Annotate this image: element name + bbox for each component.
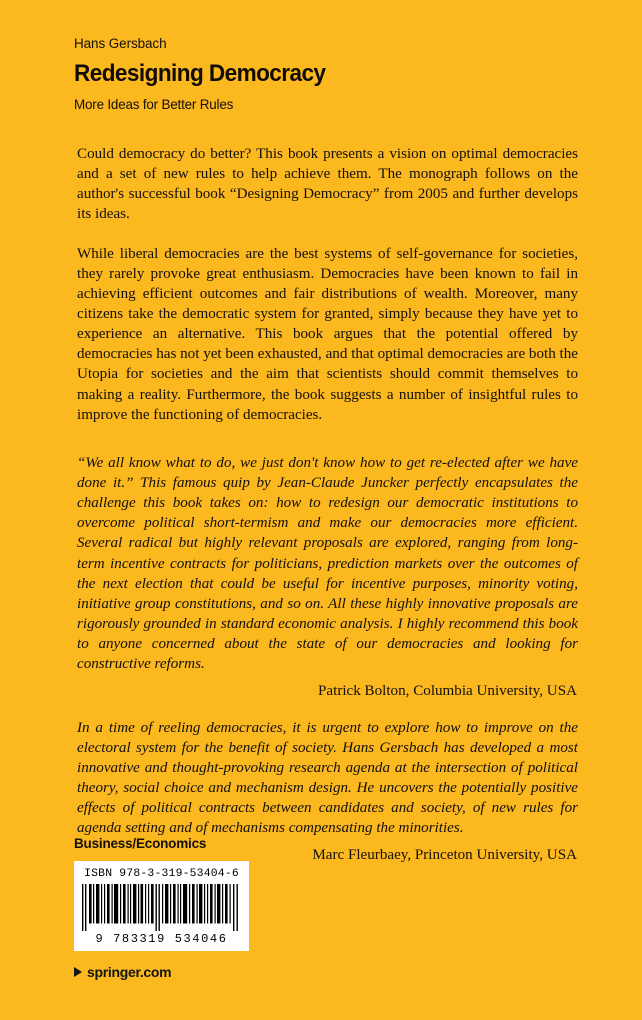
- triangle-right-icon: [74, 967, 82, 977]
- isbn-number: ISBN 978-3-319-53404-6: [84, 868, 239, 880]
- publisher-url: springer.com: [87, 964, 172, 980]
- blurb-paragraph-2: While liberal democracies are the best systems of self-governance for societies, they rarely provoke great enthusiasm. Democracies have been known to fail in achieving efficient outcomes and fair distributions of wealth. Moreover, many citizens take the democratic system for granted, simply because they have yet to experience an alternative. This book argues that the potential offered by democracies has not yet been exhausted, and that optimal democracies are both the Utopia for societies and the aim that scientists should commit themselves to making a reality. Furthermore, the book suggests a number of insightful rules to improve the functioning of democracies.: [77, 245, 578, 423]
- cover-header: [74, 36, 579, 113]
- book-title: Redesigning Democracy: [74, 60, 326, 88]
- endorsement-quote: “We all know what to do, we just don't know how to get re-elected after we have done it.” This famous quip by Jean-Claude Juncker perfectly encapsulates the challenge this book takes on: how to redesign our democratic institutions to overcome political short-termism and make our democracies more efficient. Several radical but highly relevant proposals are explored, ranging from long-term incentive contracts for politicians, prediction markets over the outcomes of the next election that could be useful for incentive purposes, minority voting, initiative group constitutions, and so on. All these highly innovative proposals are rigorously grounded in standard economic analysis. I highly recommend this book to anyone concerned about the state of our democracies and looking for constructive reforms.: [77, 454, 578, 673]
- endorsement-attribution: Marc Fleurbaey, Princeton University, USA: [312, 847, 577, 864]
- back-cover-blurb: [77, 144, 578, 866]
- endorsement-bolton: [77, 453, 578, 702]
- publisher-link[interactable]: [74, 964, 574, 980]
- endorsement-spacer: [77, 702, 578, 718]
- barcode-digits: 9 783319 534046: [95, 932, 228, 946]
- endorsement-quote: In a time of reeling democracies, it is urgent to explore how to improve on the electoral system for the benefit of society. Hans Gersbach has developed a most innovative and thought-provoking research agenda at the intersection of political theory, social choice and mechanism design. He uncovers the potentially positive effects of political contracts between candidates and society, of new rules for agenda setting and of mechanisms compensating the minorities.: [77, 719, 578, 837]
- endorsement-attribution: Patrick Bolton, Columbia University, USA: [318, 683, 577, 700]
- author-name: Hans Gersbach: [74, 36, 167, 51]
- isbn-barcode: [74, 861, 249, 951]
- cover-footer: [74, 836, 574, 980]
- blurb-paragraph-1: Could democracy do better? This book presents a vision on optimal democracies and a set of new rules to help achieve them. The monograph follows on the author's successful book “Designing Democracy” from 2005 and further develops its ideas.: [77, 146, 578, 223]
- book-subtitle: More Ideas for Better Rules: [74, 96, 234, 113]
- paragraph-spacer: [77, 237, 578, 244]
- subject-category: Business/Economics: [74, 836, 207, 851]
- barcode-bars-icon: [82, 884, 241, 931]
- endorsement-spacer: [77, 437, 578, 453]
